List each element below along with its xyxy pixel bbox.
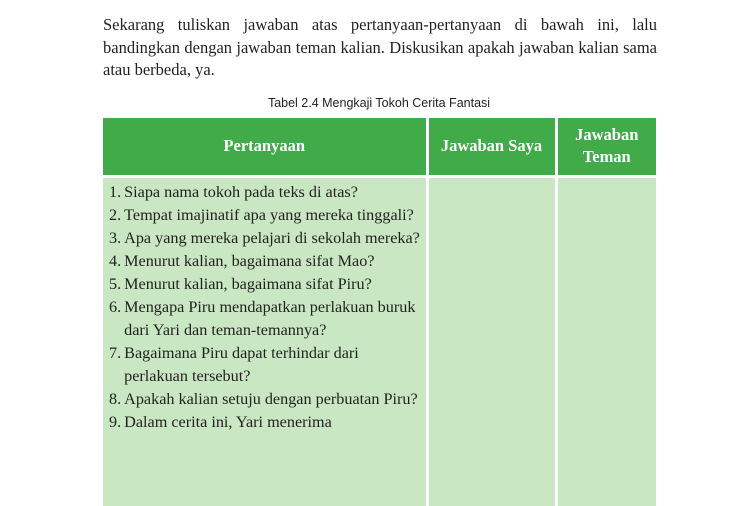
jawaban-saya-cell[interactable] bbox=[427, 176, 556, 506]
question-item bbox=[103, 250, 426, 273]
table-header-row bbox=[103, 118, 656, 176]
question-table bbox=[103, 118, 656, 506]
table-caption: Tabel 2.4 Mengkaji Tokoh Cerita Fantasi bbox=[267, 96, 491, 110]
header-jawaban-teman: Jawaban Teman bbox=[556, 118, 656, 176]
question-item bbox=[103, 273, 426, 296]
jawaban-teman-cell[interactable] bbox=[556, 176, 656, 506]
question-number: 5. bbox=[109, 274, 122, 293]
header-pertanyaan: Pertanyaan bbox=[103, 118, 427, 176]
question-item bbox=[103, 342, 426, 388]
question-number: 8. bbox=[109, 390, 122, 409]
question-item bbox=[103, 296, 426, 342]
question-number: 1. bbox=[109, 182, 122, 201]
question-list bbox=[103, 178, 426, 435]
header-jawaban-saya: Jawaban Saya bbox=[427, 118, 556, 176]
question-item bbox=[103, 388, 426, 411]
question-number: 6. bbox=[109, 297, 122, 316]
question-number: 2. bbox=[109, 205, 122, 224]
question-number: 7. bbox=[109, 344, 122, 363]
question-text: Siapa nama tokoh pada teks di atas? bbox=[124, 182, 358, 201]
question-text: Bagaimana Piru dapat terhindar dari perlakuan tersebut? bbox=[124, 344, 359, 386]
questions-cell bbox=[103, 176, 427, 506]
question-number: 3. bbox=[109, 228, 122, 247]
question-text: Menurut kalian, bagaimana sifat Piru? bbox=[124, 274, 372, 293]
question-number: 4. bbox=[109, 251, 122, 270]
intro-paragraph: Sekarang tuliskan jawaban atas pertanyaan-pertanyaan di bawah ini, lalu bandingkan dengan jawaban teman kalian. Diskusikan apakah jawaban kalian sama atau berbeda, ya. bbox=[103, 15, 657, 79]
table-body-row bbox=[103, 176, 656, 506]
question-text: Apakah kalian setuju dengan perbuatan Piru? bbox=[124, 390, 418, 409]
question-text: Dalam cerita ini, Yari menerima bbox=[124, 413, 332, 432]
question-text: Menurut kalian, bagaimana sifat Mao? bbox=[124, 251, 375, 270]
question-text: Apa yang mereka pelajari di sekolah mereka? bbox=[124, 228, 420, 247]
question-text: Mengapa Piru mendapatkan perlakuan buruk dari Yari dan teman-temannya? bbox=[124, 297, 416, 340]
question-item bbox=[103, 411, 426, 434]
question-number: 9. bbox=[109, 413, 122, 432]
question-item bbox=[103, 227, 426, 250]
question-item bbox=[103, 181, 426, 204]
question-item bbox=[103, 204, 426, 227]
question-text: Tempat imajinatif apa yang mereka tinggali? bbox=[124, 205, 414, 224]
